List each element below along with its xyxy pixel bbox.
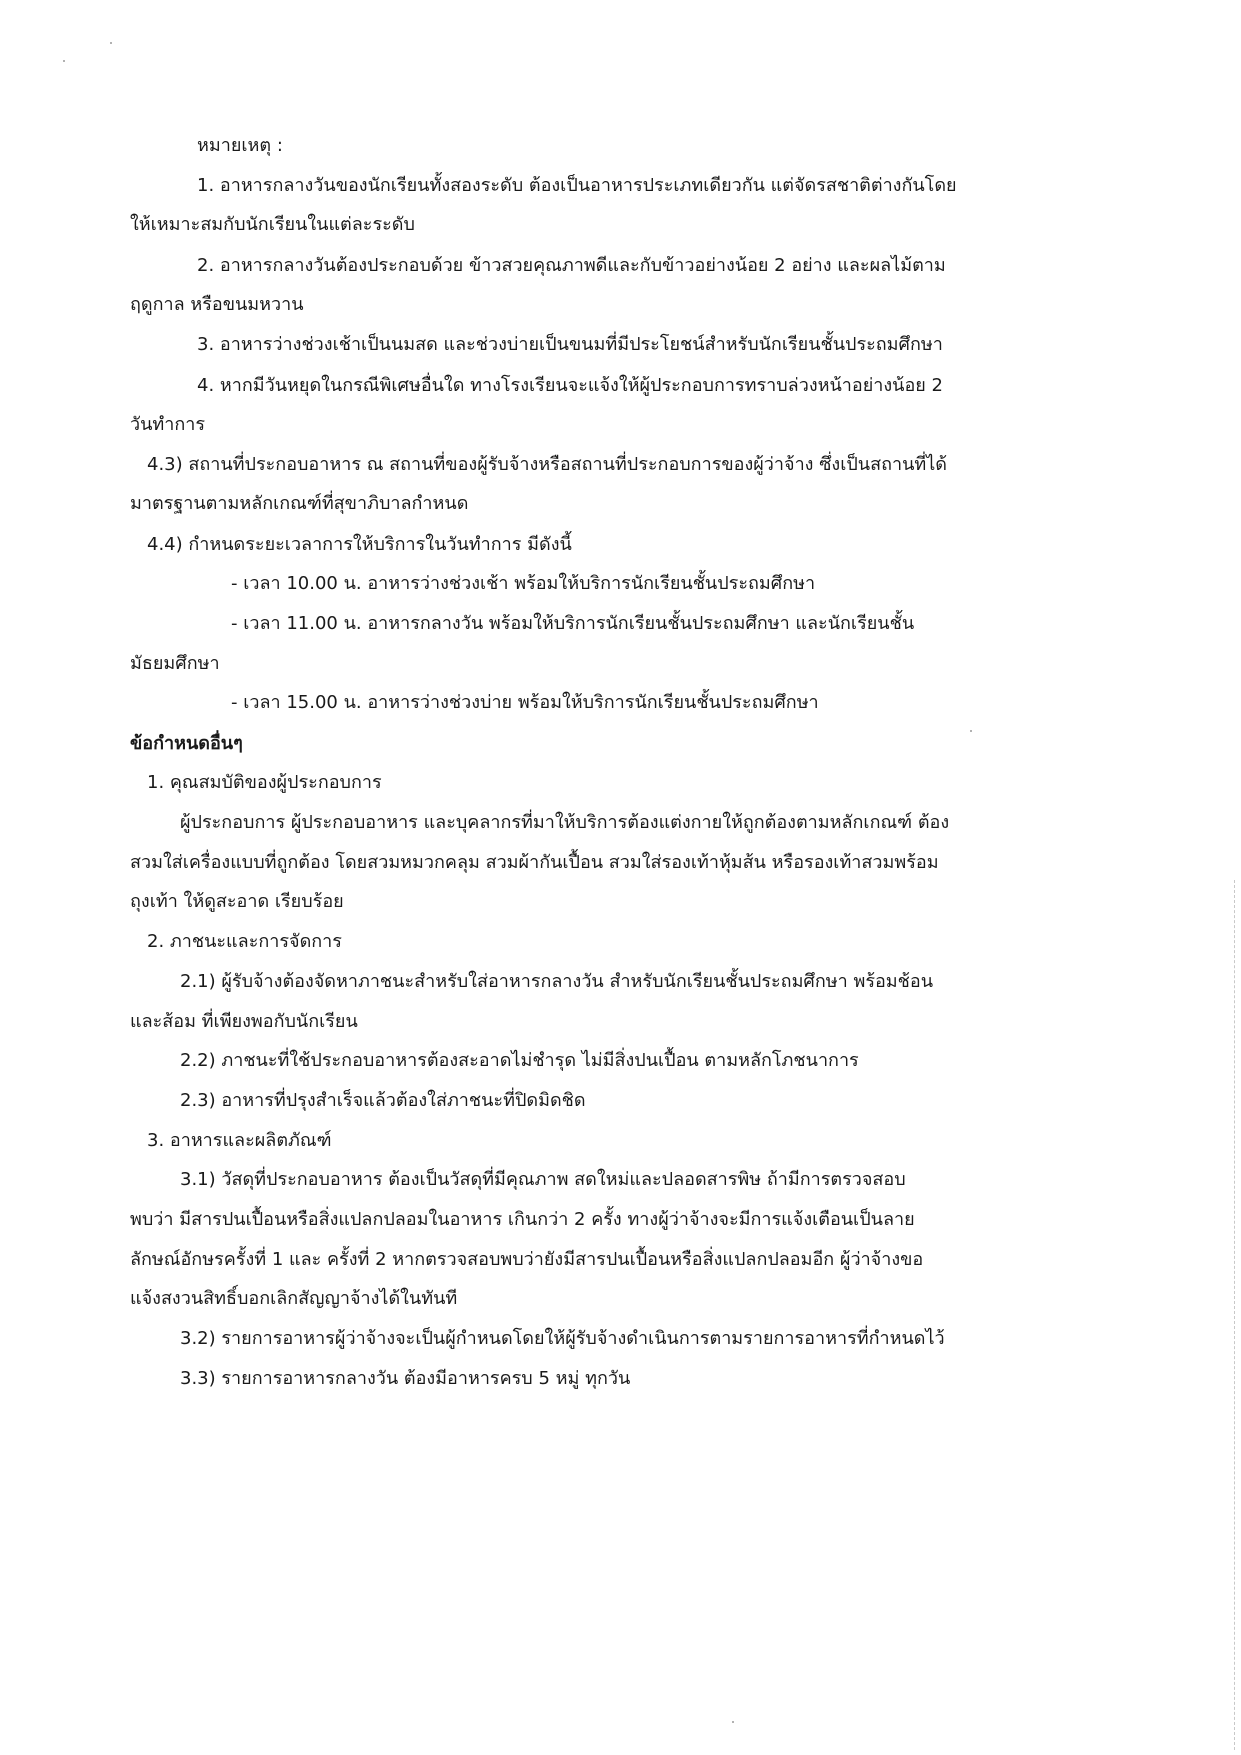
note-3-line-1: 3. อาหารว่างช่วงเช้าเป็นนมสด และช่วงบ่ายเป็นขนมที่มีประโยชน์สำหรับนักเรียนชั้นประถมศึกษา: [197, 334, 943, 355]
req-1-line-3: ถุงเท้า ให้ดูสะอาด เรียบร้อย: [130, 891, 344, 912]
req-1-line-2: สวมใส่เครื่องแบบที่ถูกต้อง โดยสวมหมวกคลุม สวมผ้ากันเปื้อน สวมใส่รองเท้าหุ้มส้น หรือรองเท้าสวมพร้อม: [130, 852, 939, 873]
req-3-1-line-3: ลักษณ์อักษรครั้งที่ 1 และ ครั้งที่ 2 หากตรวจสอบพบว่ายังมีสารปนเปื้อนหรือสิ่งแปลกปลอมอีก ผู้ว่าจ้างขอ: [130, 1249, 924, 1270]
section-4-4-line: 4.4) กำหนดระยะเวลาการให้บริการในวันทำการ มีดังนี้: [147, 534, 572, 555]
section-4-3-line-1: 4.3) สถานที่ประกอบอาหาร ณ สถานที่ของผู้รับจ้างหรือสถานที่ประกอบการของผู้ว่าจ้าง ซึ่งเป็นสถานที่ได้: [147, 454, 947, 475]
req-3-1-line-2: พบว่า มีสารปนเปื้อนหรือสิ่งแปลกปลอมในอาหาร เกินกว่า 2 ครั้ง ทางผู้ว่าจ้างจะมีการแจ้งเตือนเป็นลาย: [130, 1209, 915, 1230]
scan-speck: [63, 60, 65, 62]
req-2-1-line-2: และส้อม ที่เพียงพอกับนักเรียน: [130, 1011, 358, 1032]
req-2-heading: 2. ภาชนะและการจัดการ: [147, 931, 342, 952]
req-3-1-line-4: แจ้งสงวนสิทธิ์บอกเลิกสัญญาจ้างได้ในทันที: [130, 1288, 458, 1309]
note-4-line-2: วันทำการ: [130, 414, 206, 435]
scan-speck: [970, 730, 972, 732]
scan-speck: [110, 42, 112, 44]
req-2-1-line-1: 2.1) ผู้รับจ้างต้องจัดหาภาชนะสำหรับใส่อาหารกลางวัน สำหรับนักเรียนชั้นประถมศึกษา พร้อมช้อน: [180, 971, 933, 992]
scan-speck: [732, 1721, 734, 1723]
schedule-1100-line-1: - เวลา 11.00 น. อาหารกลางวัน พร้อมให้บริการนักเรียนชั้นประถมศึกษา และนักเรียนชั้น: [231, 613, 915, 634]
req-1-line-1: ผู้ประกอบการ ผู้ประกอบอาหาร และบุคลากรที่มาให้บริการต้องแต่งกายให้ถูกต้องตามหลักเกณฑ์ ต้อง: [180, 812, 950, 833]
req-2-2-line: 2.2) ภาชนะที่ใช้ประกอบอาหารต้องสะอาดไม่ชำรุด ไม่มีสิ่งปนเปื้อน ตามหลักโภชนาการ: [180, 1050, 859, 1071]
schedule-1000: - เวลา 10.00 น. อาหารว่างช่วงเช้า พร้อมให้บริการนักเรียนชั้นประถมศึกษา: [231, 573, 816, 594]
note-1-line-1: 1. อาหารกลางวันของนักเรียนทั้งสองระดับ ต้องเป็นอาหารประเภทเดียวกัน แต่จัดรสชาติต่างกันโดย: [197, 175, 957, 196]
req-3-3-line: 3.3) รายการอาหารกลางวัน ต้องมีอาหารครบ 5 หมู่ ทุกวัน: [180, 1368, 631, 1389]
req-3-heading: 3. อาหารและผลิตภัณฑ์: [147, 1130, 332, 1151]
scan-edge-mark: [1233, 880, 1235, 1750]
schedule-1500: - เวลา 15.00 น. อาหารว่างช่วงบ่าย พร้อมให้บริการนักเรียนชั้นประถมศึกษา: [231, 692, 819, 713]
note-2-line-1: 2. อาหารกลางวันต้องประกอบด้วย ข้าวสวยคุณภาพดีและกับข้าวอย่างน้อย 2 อย่าง และผลไม้ตาม: [197, 255, 946, 276]
note-1-line-2: ให้เหมาะสมกับนักเรียนในแต่ละระดับ: [130, 214, 415, 235]
req-2-3-line: 2.3) อาหารที่ปรุงสำเร็จแล้วต้องใส่ภาชนะที่ปิดมิดชิด: [180, 1090, 586, 1111]
note-2-line-2: ฤดูกาล หรือขนมหวาน: [130, 294, 304, 315]
schedule-1100-line-2: มัธยมศึกษา: [130, 653, 220, 674]
other-requirements-heading: ข้อกำหนดอื่นๆ: [130, 733, 243, 754]
req-1-heading: 1. คุณสมบัติของผู้ประกอบการ: [147, 772, 382, 793]
req-3-1-line-1: 3.1) วัสดุที่ประกอบอาหาร ต้องเป็นวัสดุที่มีคุณภาพ สดใหม่และปลอดสารพิษ ถ้ามีการตรวจสอบ: [180, 1169, 906, 1190]
section-4-3-line-2: มาตรฐานตามหลักเกณฑ์ที่สุขาภิบาลกำหนด: [130, 493, 469, 514]
note-4-line-1: 4. หากมีวันหยุดในกรณีพิเศษอื่นใด ทางโรงเรียนจะแจ้งให้ผู้ประกอบการทราบล่วงหน้าอย่างน้อย 2: [197, 375, 943, 396]
note-heading: หมายเหตุ :: [197, 135, 283, 156]
req-3-2-line: 3.2) รายการอาหารผู้ว่าจ้างจะเป็นผู้กำหนดโดยให้ผู้รับจ้างดำเนินการตามรายการอาหารที่กำหนดไว้: [180, 1328, 945, 1349]
